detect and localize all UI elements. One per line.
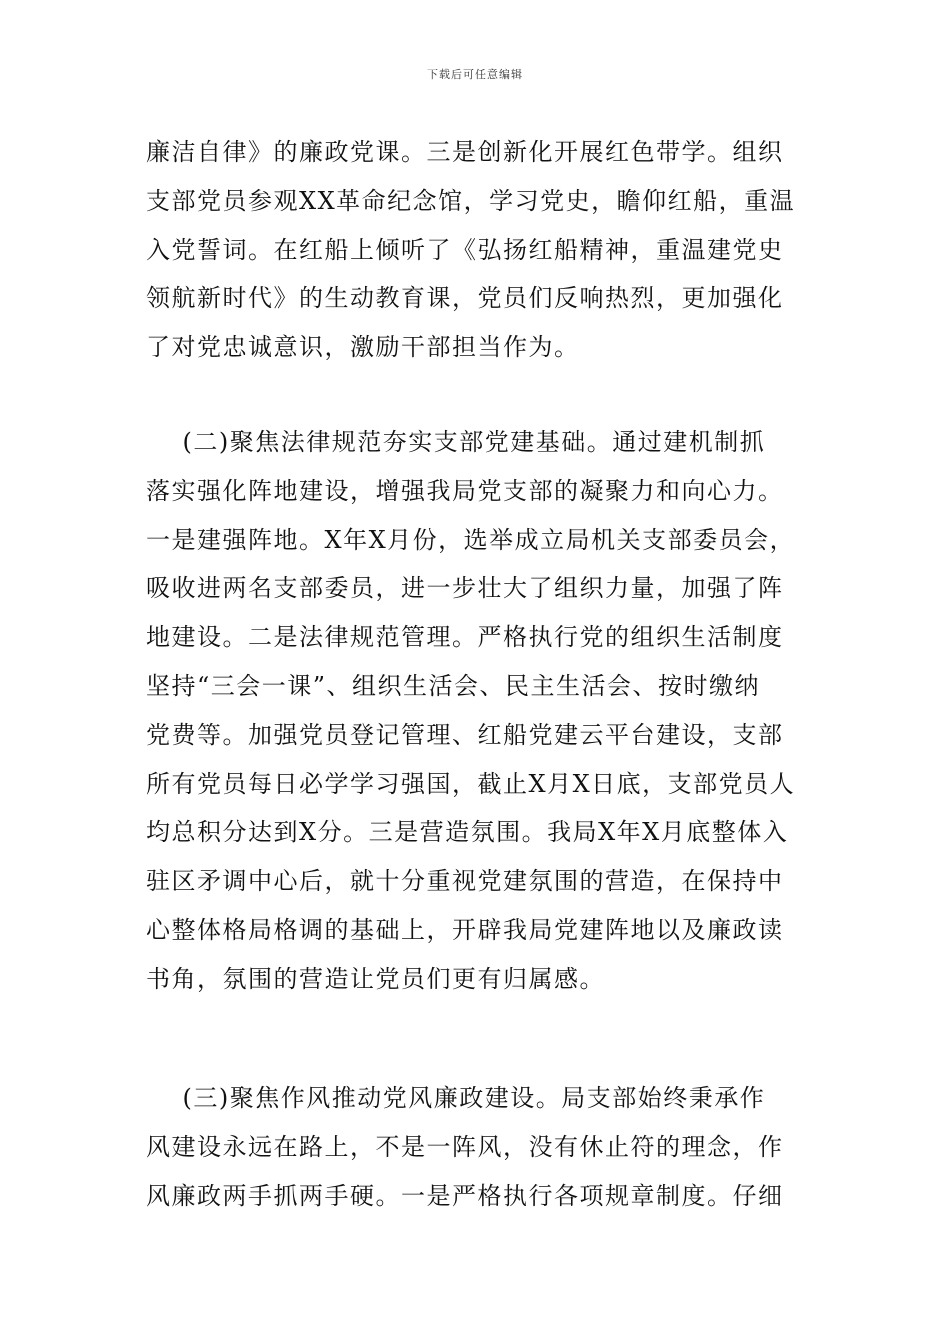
text-line: 风廉政两手抓两手硬。一是严格执行各项规章制度。仔细	[146, 1181, 784, 1210]
text-line: (三)聚焦作风推动党风廉政建设。局支部始终秉承作	[146, 1084, 766, 1112]
text-line: 一是建强阵地。X年X月份，选举成立局机关支部委员会，	[146, 525, 796, 554]
text-line: 地建设。二是法律规范管理。严格执行党的组织生活制度	[146, 623, 784, 652]
text-line: 落实强化阵地建设，增强我局党支部的凝聚力和向心力。	[146, 476, 784, 505]
page-header: 下载后可任意编辑	[427, 68, 523, 81]
text-line: 廉洁自律》的廉政党课。三是创新化开展红色带学。组织	[146, 138, 784, 166]
text-line: 吸收进两名支部委员，进一步壮大了组织力量，加强了阵	[146, 574, 784, 603]
text-line: (二)聚焦法律规范夯实支部党建基础。通过建机制抓	[146, 428, 766, 456]
text-line: 领航新时代》的生动教育课，党员们反响热烈，更加强化	[146, 284, 784, 313]
text-line: 了对党忠诚意识，激励干部担当作为。	[146, 333, 580, 362]
text-line: 风建设永远在路上，不是一阵风，没有休止符的理念，作	[146, 1132, 784, 1161]
paragraph-2	[146, 418, 806, 1004]
text-line: 心整体格局格调的基础上，开辟我局党建阵地以及廉政读	[146, 915, 784, 944]
text-line: 所有党员每日必学学习强国，截止X月X日底，支部党员人	[146, 769, 796, 798]
text-line: 支部党员参观XX革命纪念馆，学习党史，瞻仰红船，重温	[146, 186, 796, 215]
text-line: 党费等。加强党员登记管理、红船党建云平台建设，支部	[146, 720, 784, 749]
paragraph-1	[146, 128, 806, 372]
text-line: 坚持“三会一课”、组织生活会、民主生活会、按时缴纳	[146, 671, 761, 700]
text-line: 书角，氛围的营造让党员们更有归属感。	[146, 964, 605, 993]
text-line: 入党誓词。在红船上倾听了《弘扬红船精神，重温建党史	[146, 235, 784, 264]
paragraph-3	[146, 1074, 806, 1220]
text-line: 驻区矛调中心后，就十分重视党建氛围的营造，在保持中	[146, 867, 784, 896]
text-line: 均总积分达到X分。三是营造氛围。我局X年X月底整体入	[146, 818, 789, 847]
